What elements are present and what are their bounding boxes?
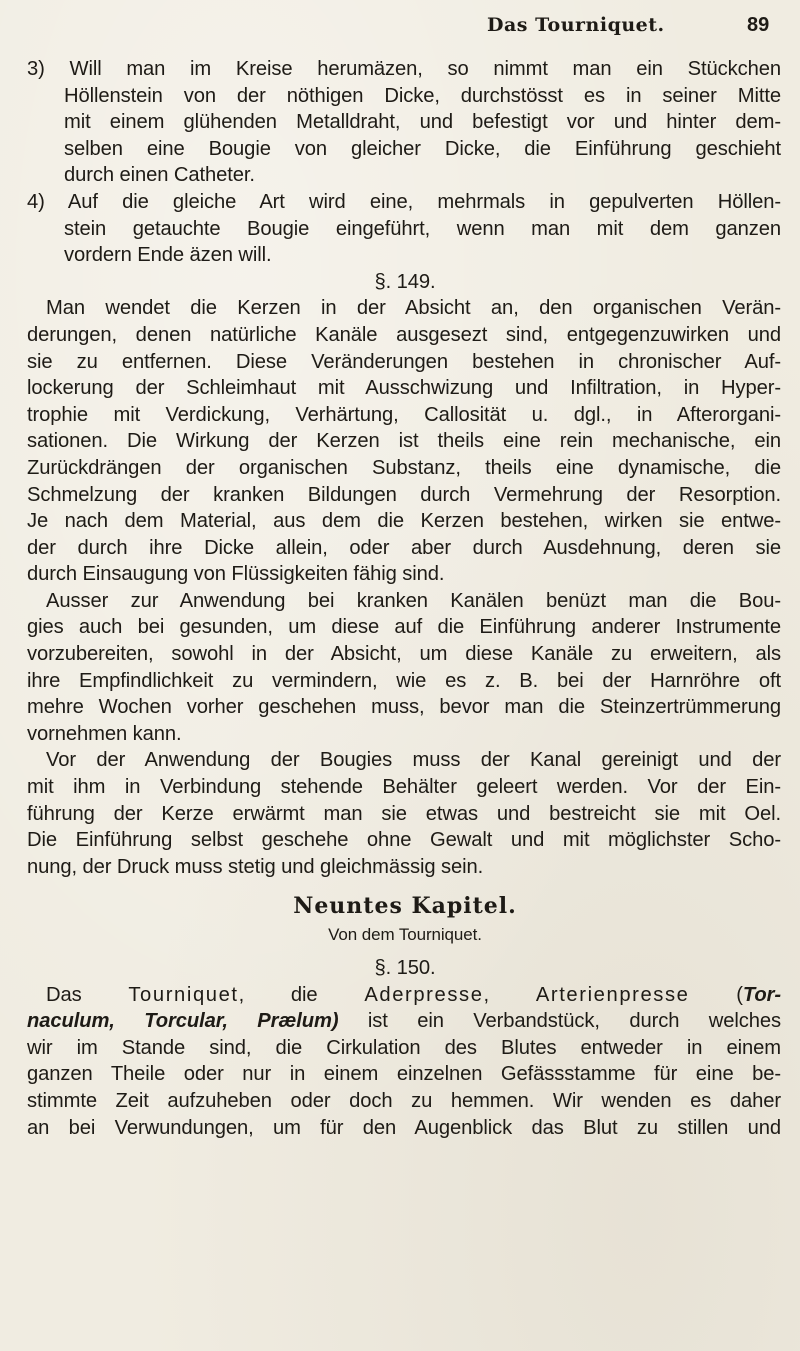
para-2-line: gies auch bei gesunden, um diese auf die Einführung anderer Instrumente xyxy=(27,616,781,639)
para-1-line: trophie mit Verdickung, Verhärtung, Callosität u. dgl., in Afterorgani- xyxy=(27,403,781,426)
para-1-line: sie zu entfernen. Diese Veränderungen bestehen in chronischer Auf- xyxy=(27,350,781,373)
section-150-line: ganzen Theile oder nur in einem einzelnen Gefässstamme für eine be- xyxy=(27,1063,781,1086)
item-3-line-4: selben eine Bougie von gleicher Dicke, die Einführung geschieht xyxy=(64,137,781,160)
running-head xyxy=(0,14,800,44)
latin-term: Tor- xyxy=(742,983,781,1006)
item-4-line-2: stein getauchte Bougie eingeführt, wenn man mit dem ganzen xyxy=(64,217,781,240)
term-tourniquet: Tourniquet xyxy=(128,983,239,1006)
para-1-line: der durch ihre Dicke allein, oder aber durch Ausdehnung, deren sie xyxy=(27,536,781,559)
chapter-title: Neuntes Kapitel. xyxy=(293,893,517,920)
para-3-line: Die Einführung selbst geschehe ohne Gewalt und mit möglichster Scho- xyxy=(27,829,781,852)
latin-terms: naculum, Torcular, Prælum) xyxy=(27,1010,339,1033)
para-3-line: führung der Kerze erwärmt man sie etwas und bestreicht sie mit Oel. xyxy=(27,802,781,825)
chapter-subtitle: Von dem Tourniquet. xyxy=(328,925,482,945)
item-4-line-3: vordern Ende äzen will. xyxy=(64,244,272,267)
section-150-line-2: naculum, Torcular, Prælum) ist ein Verbandstück, durch welches xyxy=(27,1010,781,1033)
para-1-line: sationen. Die Wirkung der Kerzen ist theils eine rein mechanische, ein xyxy=(27,430,781,453)
page-number: 89 xyxy=(747,14,770,36)
para-2-line: Ausser zur Anwendung bei kranken Kanälen benüzt man die Bou- xyxy=(46,589,781,612)
section-150-line: wir im Stande sind, die Cirkulation des Blutes entweder in einem xyxy=(27,1036,781,1059)
section-150-line: an bei Verwundungen, um für den Augenblick das Blut zu stillen und xyxy=(27,1116,781,1139)
item-3-line-5: durch einen Catheter. xyxy=(64,164,255,187)
item-3-line-2: Höllenstein von der nöthigen Dicke, durchstösst es in seiner Mitte xyxy=(64,84,781,107)
item-3-line-3: mit einem glühenden Metalldraht, und befestigt vor und hinter dem- xyxy=(64,111,781,134)
para-1-line: Schmelzung der kranken Bildungen durch Vermehrung der Resorption. xyxy=(27,483,781,506)
para-1-line: derungen, denen natürliche Kanäle ausgesezt sind, entgegenzuwirken und xyxy=(27,323,781,346)
para-1-line: Je nach dem Material, aus dem die Kerzen bestehen, wirken sie entwe- xyxy=(27,510,781,533)
para-1-line: lockerung der Schleimhaut mit Ausschwizung und Infiltration, in Hyper- xyxy=(27,377,781,400)
para-3-line: nung, der Druck muss stetig und gleichmässig sein. xyxy=(27,855,484,878)
para-3-line: Vor der Anwendung der Bougies muss der Kanal gereinigt und der xyxy=(46,749,781,772)
item-4-line-1: 4) Auf die gleiche Art wird eine, mehrmals in gepulverten Höllen- xyxy=(27,190,781,213)
section-150-line-1: Das Tourniquet, die Aderpresse, Arterienpresse (Tor- xyxy=(46,983,781,1006)
term-arterienpresse: Arterienpresse xyxy=(535,983,690,1006)
section-149-heading: §. 149. xyxy=(374,270,436,293)
para-2-line: mehre Wochen vorher geschehen muss, bevor man die Steinzertrümmerung xyxy=(27,696,781,719)
section-150-line: stimmte Zeit aufzuheben oder doch zu hemmen. Wir wenden es daher xyxy=(27,1089,781,1112)
para-2-line: vorzubereiten, sowohl in der Absicht, um diese Kanäle zu erweitern, als xyxy=(27,643,781,666)
item-3-number: 3) xyxy=(27,58,45,80)
body-text xyxy=(0,56,800,1141)
para-3-line: mit ihm in Verbindung stehende Behälter geleert werden. Vor der Ein- xyxy=(27,776,781,799)
para-1-line: durch Einsaugung von Flüssigkeiten fähig sind. xyxy=(27,563,445,586)
item-3-line-1: 3) Will man im Kreise herumäzen, so nimmt man ein Stückchen xyxy=(27,58,781,80)
item-4-number: 4) xyxy=(27,190,45,213)
para-1-line: Zurückdrängen der organischen Substanz, theils eine dynamische, die xyxy=(27,456,781,479)
section-150-heading: §. 150. xyxy=(374,957,436,979)
para-2-line: ihre Empfindlichkeit zu vermindern, wie es z. B. bei der Harnröhre oft xyxy=(27,669,781,692)
running-title: Das Tourniquet. xyxy=(487,14,665,36)
para-2-line: vornehmen kann. xyxy=(27,722,182,745)
term-aderpresse: Aderpresse xyxy=(364,983,484,1006)
para-1-line: Man wendet die Kerzen in der Absicht an, den organischen Verän- xyxy=(46,297,781,320)
